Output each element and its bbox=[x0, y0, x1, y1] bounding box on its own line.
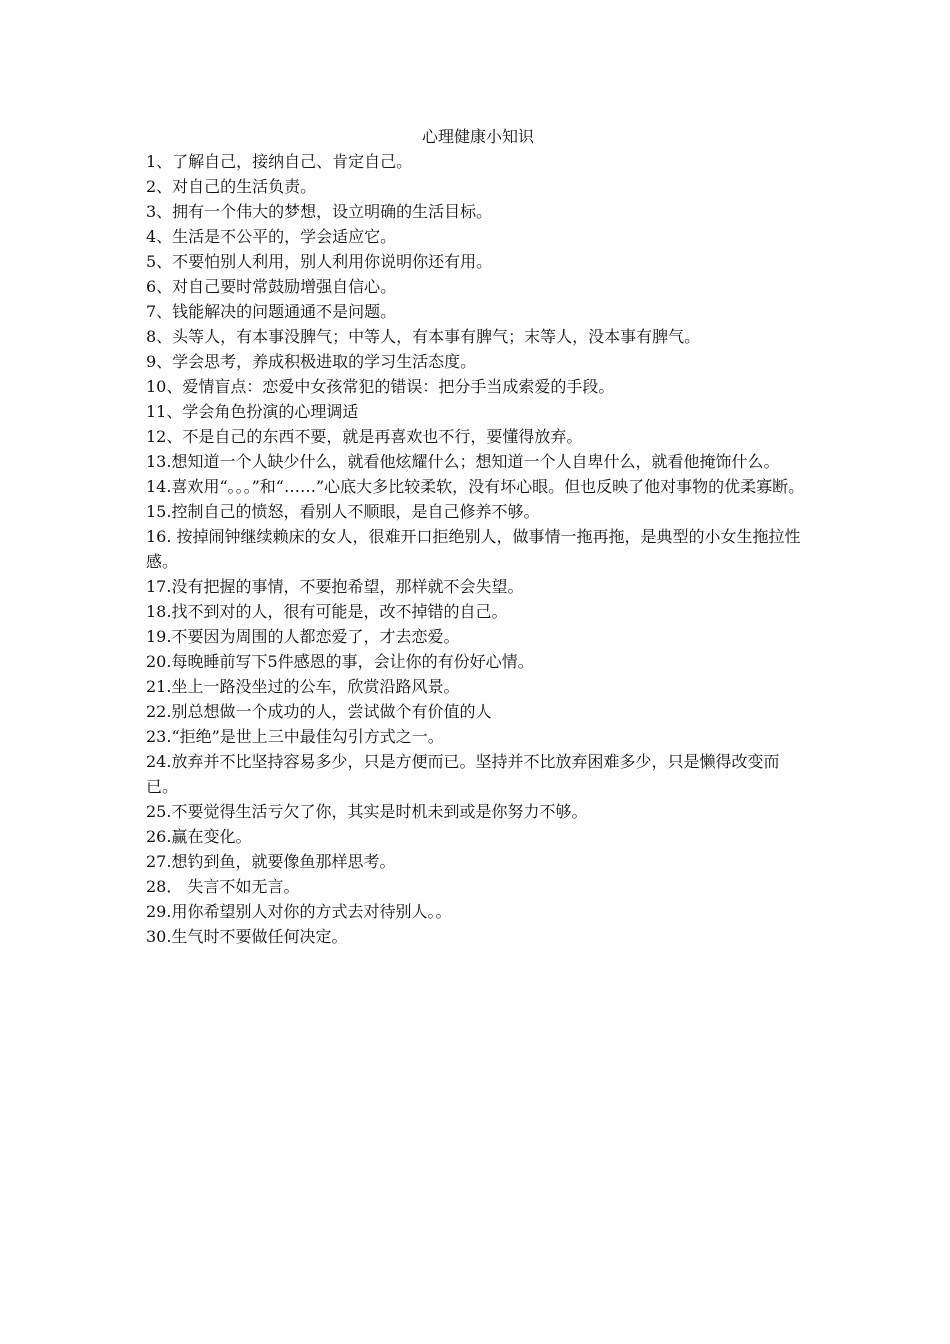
tip-item: 8、头等人，有本事没脾气；中等人，有本事有脾气；末等人，没本事有脾气。 bbox=[146, 327, 701, 346]
tip-item: 15.控制自己的愤怒，看别人不顺眼，是自己修养不够。 bbox=[146, 502, 540, 521]
tip-item: 1、了解自己，接纳自己、肯定自己。 bbox=[146, 152, 413, 171]
tip-item: 13.想知道一个人缺少什么，就看他炫耀什么；想知道一个人自卑什么，就看他掩饰什么。 bbox=[146, 452, 780, 471]
tip-item: 3、拥有一个伟大的梦想，设立明确的生活目标。 bbox=[146, 202, 493, 221]
tip-item: 6、对自己要时常鼓励增强自信心。 bbox=[146, 277, 397, 296]
tip-item: 25.不要觉得生活亏欠了你，其实是时机未到或是你努力不够。 bbox=[146, 802, 588, 821]
tip-item: 17.没有把握的事情，不要抱希望，那样就不会失望。 bbox=[146, 577, 524, 596]
tip-item: 7、钱能解决的问题通通不是问题。 bbox=[146, 302, 397, 321]
tip-item: 10、爱情盲点：恋爱中女孩常犯的错误：把分手当成索爱的手段。 bbox=[146, 377, 615, 396]
document-body bbox=[146, 124, 810, 949]
tip-item: 28． 失言不如无言。 bbox=[146, 877, 300, 896]
tip-item: 29.用你希望别人对你的方式去对待别人。。 bbox=[146, 902, 452, 921]
tip-item: 14.喜欢用“。。。”和“……”心底大多比较柔软，没有坏心眼。但也反映了他对事物的优柔寡断。 bbox=[146, 477, 805, 496]
tip-item: 18.找不到对的人，很有可能是，改不掉错的自己。 bbox=[146, 602, 508, 621]
tip-item: 5、不要怕别人利用，别人利用你说明你还有用。 bbox=[146, 252, 493, 271]
tips-list bbox=[146, 149, 810, 949]
tip-item: 4、生活是不公平的，学会适应它。 bbox=[146, 227, 397, 246]
tip-item: 19.不要因为周围的人都恋爱了，才去恋爱。 bbox=[146, 627, 460, 646]
tip-item: 16. 按掉闹钟继续赖床的女人，很难开口拒绝别人，做事情一拖再拖，是典型的小女生拖拉性感。 bbox=[146, 527, 801, 571]
tip-item: 2、对自己的生活负责。 bbox=[146, 177, 317, 196]
tip-item: 12、不是自己的东西不要，就是再喜欢也不行，要懂得放弃。 bbox=[146, 427, 583, 446]
document-title: 心理健康小知识 bbox=[421, 127, 534, 146]
tip-item: 21.坐上一路没坐过的公车，欣赏沿路风景。 bbox=[146, 677, 460, 696]
tip-item: 23.“拒绝”是世上三中最佳勾引方式之一。 bbox=[146, 727, 444, 746]
tip-item: 27.想钓到鱼，就要像鱼那样思考。 bbox=[146, 852, 396, 871]
tip-item: 9、学会思考，养成积极进取的学习生活态度。 bbox=[146, 352, 477, 371]
tip-item: 26.赢在变化。 bbox=[146, 827, 252, 846]
tip-item: 24.放弃并不比坚持容易多少，只是方便而已。坚持并不比放弃困难多少，只是懒得改变而已。 bbox=[146, 752, 780, 796]
tip-item: 22.别总想做一个成功的人，尝试做个有价值的人 bbox=[146, 702, 492, 721]
tip-item: 30.生气时不要做任何决定。 bbox=[146, 927, 348, 946]
tip-item: 11、学会角色扮演的心理调适 bbox=[146, 402, 359, 421]
tip-item: 20.每晚睡前写下5件感恩的事，会让你的有份好心情。 bbox=[146, 652, 534, 671]
